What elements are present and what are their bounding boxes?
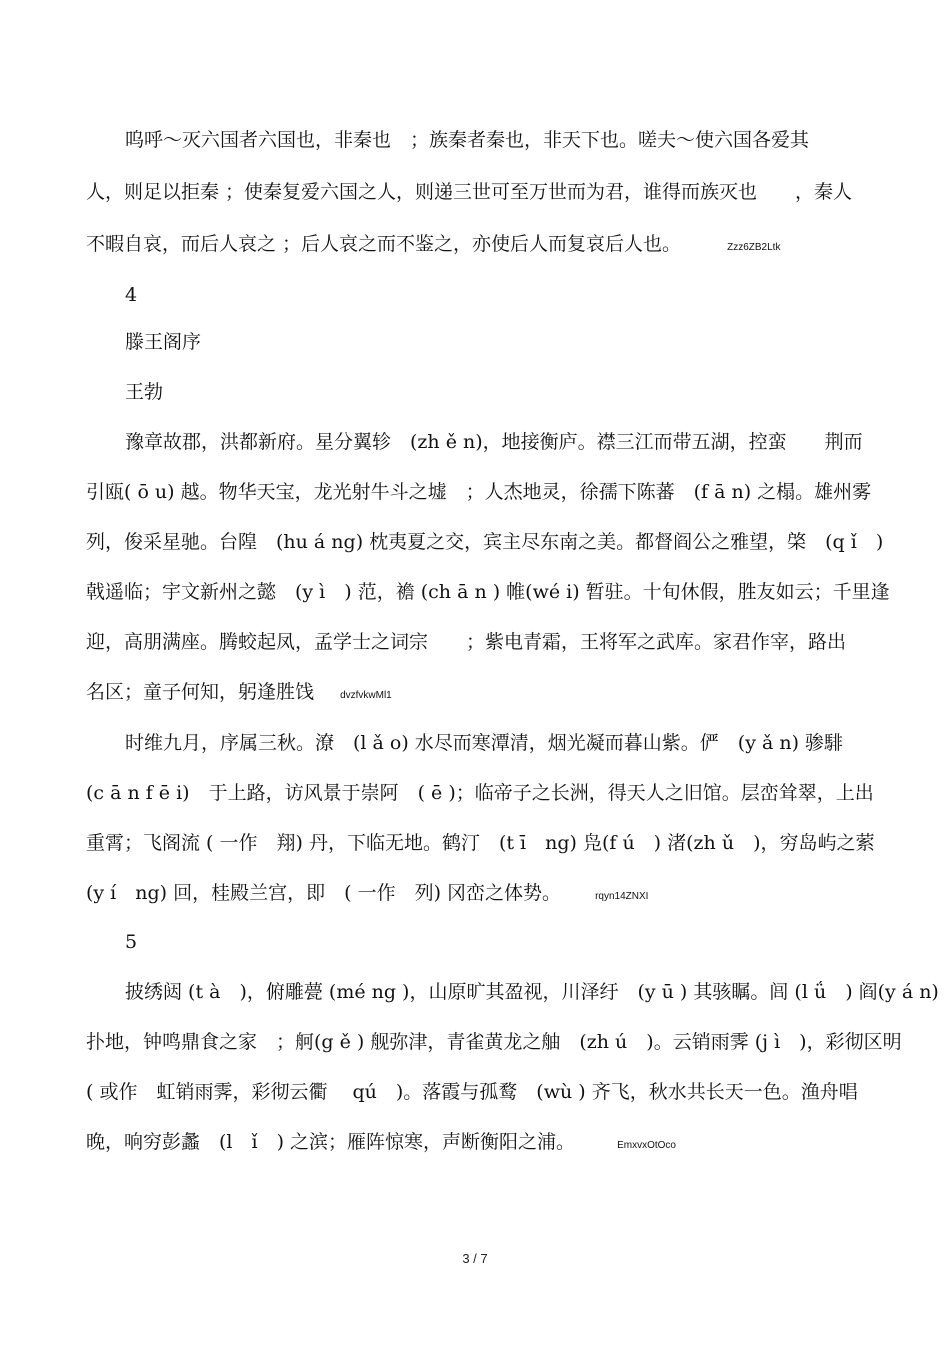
section-number: 5 [125,931,138,953]
text-line [86,680,392,708]
text-line: 迎，高朋满座。腾蛟起凤，孟学士之词宗 ；紫电青霜，王将军之武库。家君作宰，路出 [86,631,847,653]
article-title: 滕王阁序 [125,331,202,353]
article-author: 王勃 [125,381,164,403]
text-line-body: (y í ng) 回，桂殿兰宫，即 ( 一作 列) 冈峦之体势。 [86,882,562,904]
text-line: 豫章故郡，洪都新府。星分翼轸 (zh ě n)，地接衡庐。襟三江而带五湖，控蛮 荆而 [125,431,863,453]
text-line-body: 不暇自哀，而后人哀之 ；后人哀之而不鉴之，亦使后人而复哀后人也。 [86,233,682,255]
text-line: 扑地，钟鸣鼎食之家 ；舸(g ě ) 舰弥津，青雀黄龙之舳 (zh ú )。云销雨霁 (j ì )，彩彻区明 [86,1031,902,1053]
section-number: 4 [125,284,138,306]
text-line: 时维九月，序属三秋。潦 (l ǎ o) 水尽而寒潭清，烟光凝而暮山紫。俨 (y ǎ n) 骖騑 [125,732,844,754]
doc-code: EmxvxOtOco [617,1140,676,1151]
text-line [86,1130,676,1158]
text-line: 呜呼～灭六国者六国也，非秦也 ；族秦者秦也，非天下也。嗟夫～使六国各爱其 [125,129,810,151]
text-line: 戟遥临；宇文新州之懿 (y ì ) 范，襜 (ch ā n ) 帷(wé i) 暂驻。十旬休假，胜友如云；千里逢 [86,581,890,603]
doc-code: Zzz6ZB2Ltk [727,242,781,253]
doc-code: rqyn14ZNXI [595,891,649,902]
text-line: 重霄；飞阁流 ( 一作 翔) 丹，下临无地。鹤汀 (t ī ng) 凫(f ú ) 渚(zh ǔ )，穷岛屿之萦 [86,832,875,854]
text-line: 引瓯( ō u) 越。物华天宝，龙光射牛斗之墟 ；人杰地灵，徐孺下陈蕃 (f ā n) 之榻。雄州雾 [86,481,872,503]
text-line-body: 名区；童子何知，躬逢胜饯 [86,681,315,703]
text-line [86,232,780,260]
text-line: 披绣闼 (t à )，俯雕甍 (mé ng )，山原旷其盈视，川泽纡 (y ū ) 其骇瞩。闾 (l ǘ ) 阎(y á n) [125,981,939,1003]
text-line [86,881,648,909]
doc-code: dvzfvkwMl1 [340,690,392,701]
text-line: ( 或作 虹销雨霁，彩彻云衢 qú )。落霞与孤鹜 (wù ) 齐飞，秋水共长天一色。渔舟唱 [86,1081,858,1103]
text-line: 人，则足以拒秦 ；使秦复爱六国之人，则递三世可至万世而为君，谁得而族灭也 ，秦人 [86,181,853,203]
text-line: (c ā n f ē i) 于上路，访风景于崇阿 ( ē )；临帝子之长洲，得天人之旧馆。层峦耸翠，上出 [86,782,874,804]
text-line-body: 晚，响穷彭蠡 (l ǐ ) 之滨；雁阵惊寒，声断衡阳之浦。 [86,1131,576,1153]
text-line: 列，俊采星驰。台隍 (hu á ng) 枕夷夏之交，宾主尽东南之美。都督阎公之雅望，棨 (q ǐ ) [86,531,884,553]
page-number: 3 / 7 [462,1251,488,1266]
